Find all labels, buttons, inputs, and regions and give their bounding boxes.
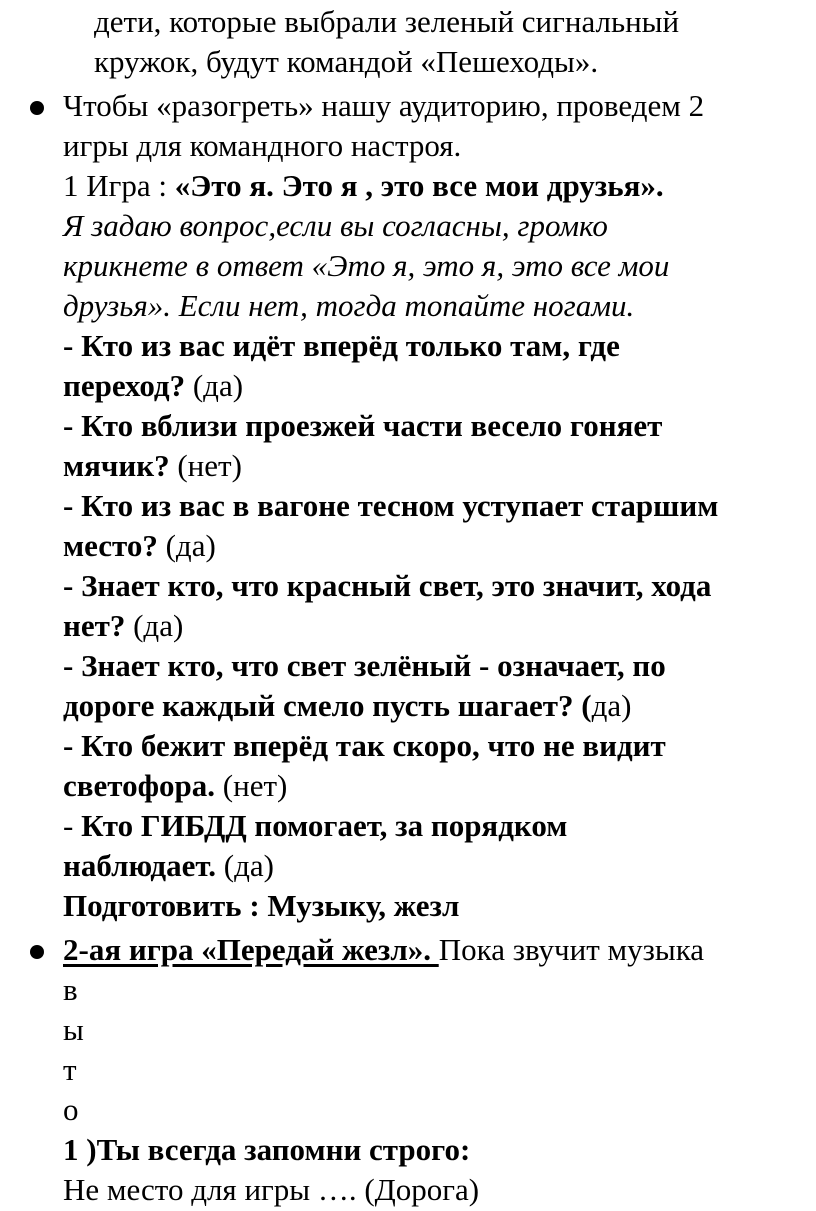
question-2-answer: (нет) <box>169 448 242 483</box>
game1-heading <box>63 166 808 206</box>
question-7-text-2: наблюдает. <box>63 848 216 883</box>
warmup-line-2: игры для командного настроя. <box>63 128 462 163</box>
question-2-text: мячик? <box>63 448 170 483</box>
question-1-answer: (да) <box>185 368 244 403</box>
vertical-letter-2: ы <box>63 1012 84 1047</box>
game2-text: Пока звучит музыка <box>438 932 705 967</box>
question-7-text-1: Кто ГИБДД помогает, за порядком <box>81 808 568 843</box>
question-7-dash: - <box>63 808 82 843</box>
poem-line: Не место для игры …. (Дорога) <box>63 1172 480 1207</box>
poem-heading: 1 )Ты всегда запомни строго: <box>63 1132 471 1167</box>
intro-line-1: дети, которые выбрали зеленый сигнальный <box>94 4 680 39</box>
warmup-line-1: Чтобы «разогреть» нашу аудиторию, проведем 2 <box>63 88 705 123</box>
question-4-answer: (да) <box>125 608 184 643</box>
game1-rules-line-1: Я задаю вопрос,если вы согласны, громко <box>63 208 608 243</box>
question-5-answer: да) <box>591 688 632 723</box>
warmup-paragraph <box>63 86 808 926</box>
question-1-line-1: - Кто из вас идёт вперёд только там, где <box>63 328 620 363</box>
vertical-letter-1: в <box>63 972 78 1007</box>
vertical-letter-4: о <box>63 1092 79 1127</box>
question-6-answer: (нет) <box>215 768 288 803</box>
question-6-line-2 <box>63 766 808 806</box>
game1-title: «Это я. Это я , это все мои друзья». <box>174 168 664 203</box>
question-5-line-1: - Знает кто, что свет зелёный - означает, по <box>63 648 666 683</box>
bullet-icon <box>30 945 44 959</box>
game2-heading <box>63 930 808 970</box>
question-3-line-2 <box>63 526 808 566</box>
question-6-text: светофора. <box>63 768 216 803</box>
question-7-line-2 <box>63 846 808 886</box>
question-3-text: место? <box>63 528 158 563</box>
vertical-letter-3: т <box>63 1052 77 1087</box>
question-3-answer: (да) <box>157 528 216 563</box>
game1-number: 1 Игра : <box>63 168 175 203</box>
question-5-line-2 <box>63 686 808 726</box>
question-2-line-2 <box>63 446 808 486</box>
question-4-text: нет? <box>63 608 126 643</box>
question-3-line-1: - Кто из вас в вагоне тесном уступает старшим <box>63 488 719 523</box>
question-7-line-1 <box>63 806 808 846</box>
question-1-line-2 <box>63 366 808 406</box>
question-6-line-1: - Кто бежит вперёд так скоро, что не видит <box>63 728 666 763</box>
question-5-text: дороге каждый смело пусть шагает? ( <box>63 688 592 723</box>
question-4-line-1: - Знает кто, что красный свет, это значит, хода <box>63 568 712 603</box>
prepare-line: Подготовить : Музыку, жезл <box>63 888 460 923</box>
question-4-line-2 <box>63 606 808 646</box>
question-2-line-1: - Кто вблизи проезжей части весело гоняет <box>63 408 663 443</box>
intro-paragraph <box>94 2 804 82</box>
intro-line-2: кружок, будут командой «Пешеходы». <box>94 44 599 79</box>
game1-rules-line-3: друзья». Если нет, тогда топайте ногами. <box>63 288 635 323</box>
game1-rules-line-2: крикнете в ответ «Это я, это я, это все мои <box>63 248 670 283</box>
game2-paragraph <box>63 930 808 1210</box>
question-7-answer: (да) <box>216 848 274 883</box>
bullet-icon <box>30 101 44 115</box>
game2-title: 2-ая игра «Передай жезл». <box>63 932 439 967</box>
question-1-text: переход? <box>63 368 186 403</box>
